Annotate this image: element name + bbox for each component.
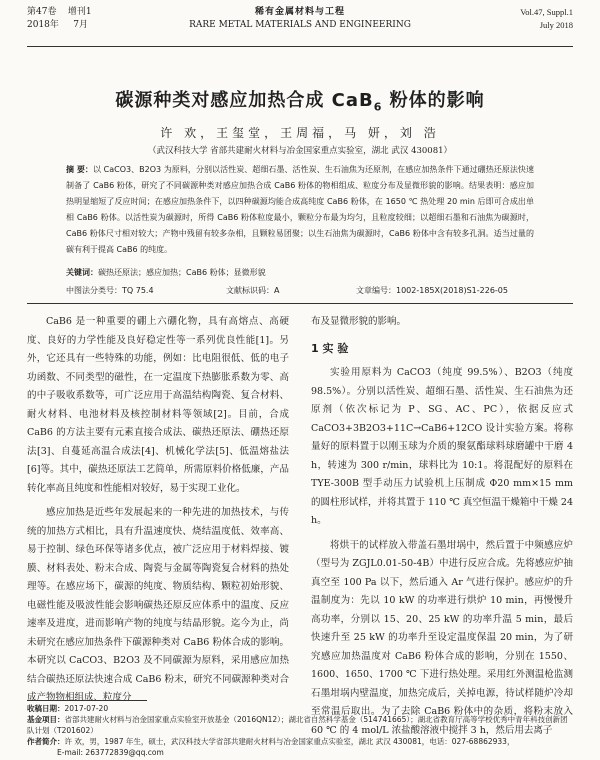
footnote: 收稿日期：2017-07-20 基金项目：省部共建耐火材料与冶金国家重点实验室开放基金（2016QN12）；湖北省自然科学基金（514741665）；湖北省教育厅高等学校优秀中青年科技创新团队计划（T201602） 作者简介：许 欢，男，1987 年生，硕士，武汉科技大学省部共建耐火材料与冶金国家重点实验室，湖北 武汉 430081，电话：027-68862933， E-mail: 263772839@qq.com: [27, 703, 573, 758]
header-left: [27, 6, 92, 32]
keywords-text: 碳热还原法；感应加热；CaB6 粉体；显微形貌: [98, 268, 266, 277]
journal-name: [157, 6, 443, 32]
fund-info: 省部共建耐火材料与冶金国家重点实验室开放基金（2016QN12）；湖北省自然科学基金（514741665）；湖北省教育厅高等学校优秀中青年科技创新团队计划（T201602）: [27, 715, 568, 735]
classification-line: [66, 285, 534, 296]
paragraph: 将烘干的试样放入带盖石墨坩埚中，然后置于中频感应炉（型号为 ZGJL0.01-50-4B）中进行反应合成。先将感应炉抽真空至 100 Pa 以下，然后通入 Ar 气进行保护。感应炉的升温制度为：先以 10 kW 的功率进行烘炉 10 min，再慢慢升高功率，分别以 15、20、25 kW 的功率升温 5 min，最后快速升至 25 kW 的功率升至设定温度保温 20 min，为了研究感应加热温度对 CaB6 粉体合成的影响，分别在 1550、1600、1650、1700 ℃ 下进行热处理。采用红外测温枪监测石墨坩埚内壁温度，加热完成后，关掉电源，待试样随炉冷却至常温后取出。为了去除 CaB6 粉体中的杂质，将粉末放入 60 ℃ 的 4 mol/L 浓盐酸溶液中搅拌 3 h，然后用去离子: [311, 539, 573, 736]
abstract-rule: [27, 303, 573, 304]
header-right: [520, 6, 573, 32]
month-cn: 7月: [73, 20, 88, 30]
section-heading: 1 实 验: [311, 341, 349, 355]
paragraph: 感应加热是近些年发展起来的一种先进的加热技术，与传统的加热方式相比，具有升温速度快、烧结温度低、效率高、易于控制、绿色环保等诸多优点，被广泛应用于材料焊接、镀膜、材料表处、粉末合成、陶瓷与金属等陶瓷复合材料的热处理等。在感应场下，碳源的纯度、物质结构、颗粒初始形貌、电磁性能及吸波性能会影响碳热还原反应体系中的温度、反应速率及进度，进而影响产物的纯度与结晶形貌。迄今为止，尚未研究在感应加热条件下碳源种类对 CaB6 粉体合成的影响。本研究以 CaCO3、B2O3 及不同碳源为原料，采用感应加热结合碳热还原法快速合成 CaB6 粉末，研究不同碳源种类对合成产物物相组成、粒度分: [27, 507, 289, 703]
keywords-label: 关键词：: [66, 268, 98, 277]
abstract-label: 摘 要：: [66, 165, 93, 174]
document-code: 文献标识码：A: [226, 286, 280, 295]
abstract: [66, 162, 534, 258]
author-bio: 许 欢，男，1987 年生，硕士，武汉科技大学省部共建耐火材料与冶金国家重点实验室，湖北 武汉 430081，电话：027-68862933，: [64, 737, 515, 746]
body-column-right: [311, 313, 573, 740]
author-email: E-mail: 263772839@qq.com: [57, 748, 164, 757]
received-date: 2017-07-20: [64, 704, 109, 713]
journal-name-en: RARE METAL MATERIALS AND ENGINEERING: [189, 20, 411, 30]
journal-name-cn: 稀有金属材料与工程: [254, 7, 345, 17]
volume-cn: 第47卷: [27, 7, 57, 17]
paper-title: 碳源种类对感应加热合成 CaB$_6$ 粉体的影响: [115, 90, 485, 114]
affiliation: （武汉科技大学 省部共建耐火材料与冶金国家重点实验室，湖北 武汉 430081）: [147, 146, 453, 156]
paragraph-continued: 布及显微形貌的影响。: [311, 316, 407, 327]
abstract-text: 以 CaCO3、B2O3 为原料，分别以活性炭、超细石墨、活性炭、生石油焦为还原剂，在感应加热条件下通过硼热还原法快速制备了 CaB6 粉体，研究了不同碳源种类对感应加热合成 CaB6 粉体的物相组成、粒度分布及显微形貌的影响。结果表明：感应加热明显缩短了反应时间；在感应加热条件下，以四种碳源均能合成高纯度 CaB6 粉体，在 1650 ℃ 热处理 20 min 后即可合成出单相 CaB6 粉体。以活性炭为碳源时，所得 CaB6 粉体粒度最小，颗粒分布最为均匀，且粒度较细；以超细石墨和石油焦为碳源时，CaB6 粉体尺寸相对较大；产物中残留有较多杂相，且颗粒易团聚；以生石油焦为碳源时，CaB6 粉体中含有较多孔洞。适当过量的碳有利于提高 CaB6 的纯度。: [66, 165, 534, 254]
clc-number: 中图法分类号：TQ 75.4: [66, 286, 154, 295]
running-header: [27, 6, 573, 50]
header-rule: [27, 46, 573, 47]
date-en: July 2018: [539, 20, 573, 30]
issue-cn: 增刊1: [67, 7, 92, 17]
article-number: 文章编号：1002-185X(2018)S1-226-05: [356, 286, 508, 295]
year-cn: 2018年: [27, 20, 59, 30]
paragraph: CaB6 是一种重要的硼上六硼化物，具有高熔点、高硬度、良好的力学性能及良好稳定性等一系列优良性能[1]。另外，它还具有一些特殊的功能，例如：比电阻很低、低的电子功函数、不同类型的磁性，在一定温度下热膨胀系数为零、高的中子吸收系数等，可广泛应用于高温结构陶瓷、复合材料、耐火材料、电池材料及核控制材料等领域[2]。目前，合成 CaB6 的方法主要有元素直接合成法、碳热还原法、硼热还原法[3]、自蔓延高温合成法[4]、机械化学法[5]、低温熔盐法[6]等。其中，碳热还原法工艺简单，所需原料价格低廉，产品转化率高且纯度和性能相对较好，易于实现工业化。: [27, 316, 289, 494]
body-column-left: [27, 313, 289, 708]
paragraph: 实验用原料为 CaCO3（纯度 99.5%）、B2O3（纯度 98.5%）。分别以活性炭、超细石墨、活性炭、生石油焦为还原剂（依次标记为 P、SG、AC、PC），依据反应式 CaCO3+3B2O3+11C→CaB6+12CO 设计实验方案。将称量好的原料置于以刚玉球为介质的聚氨酯球料球磨罐中干磨 4 h，转速为 300 r/min，球料比为 10:1。将混配好的原料在 TYE-300B 型手动压力试验机上压制成 Φ20 mm×15 mm 的圆柱形试样，并将其置于 110 ℃ 真空恒温干燥箱中干燥 24 h。: [311, 367, 573, 526]
footnote-rule: [27, 700, 147, 701]
author-list: 许 欢，王玺堂，王周福，马 妍，刘 浩: [160, 126, 440, 140]
volume-en: Vol.47, Suppl.1: [520, 7, 573, 17]
keywords: [66, 267, 534, 278]
